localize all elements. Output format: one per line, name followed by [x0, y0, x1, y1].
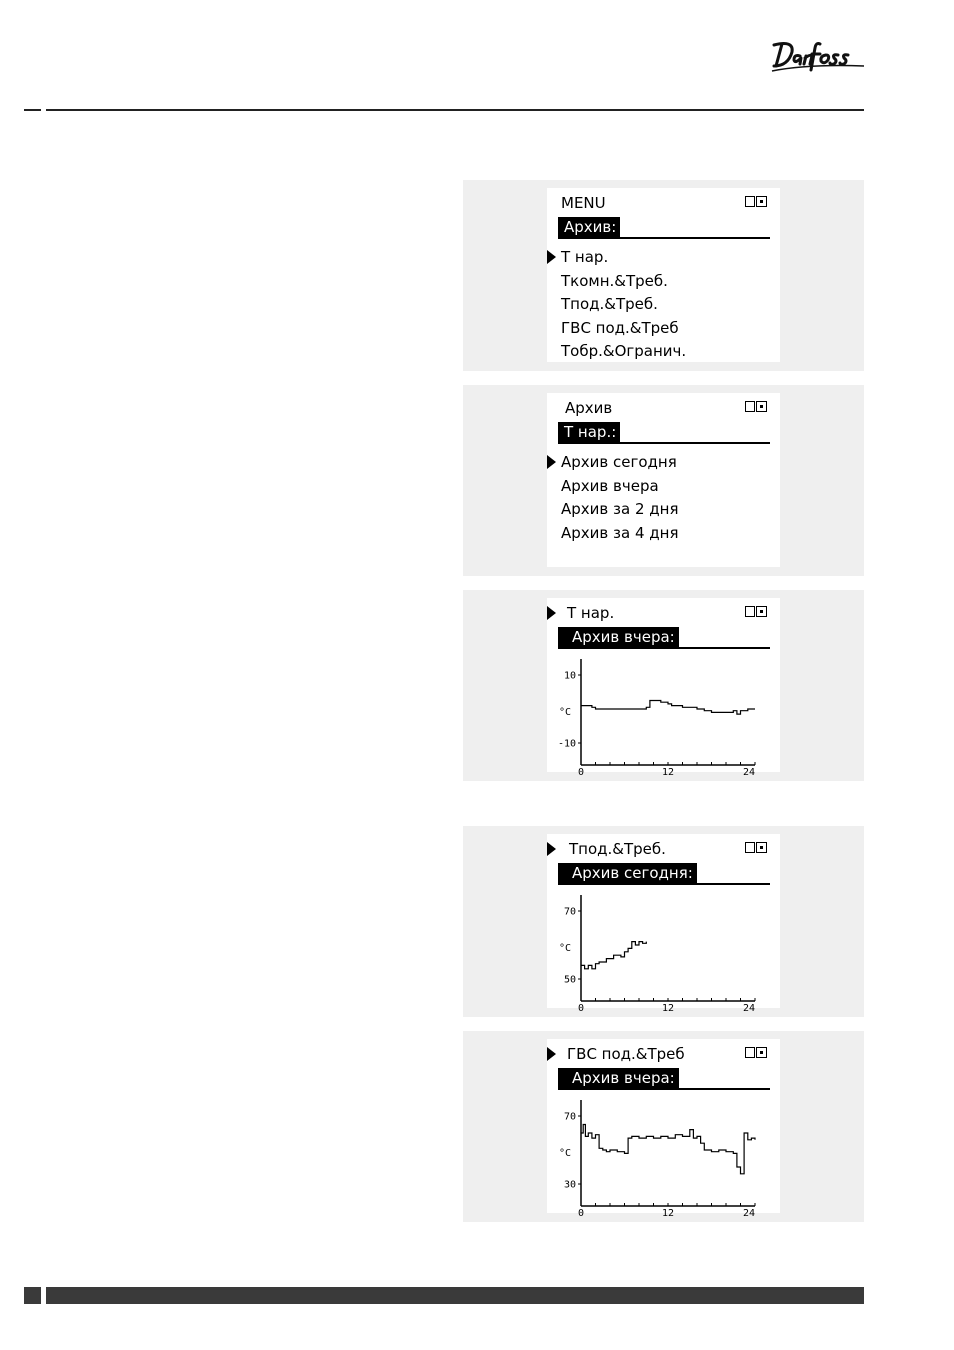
y-tick-label: 70 [563, 906, 576, 918]
lcd-screen [547, 393, 780, 567]
y-unit-label: °C [559, 1148, 572, 1159]
panel-chart-flow [463, 826, 864, 1017]
y-tick-label: 70 [563, 1111, 576, 1123]
screen-subtitle: Архив сегодня: [558, 863, 697, 884]
y-tick-label: 10 [563, 670, 576, 682]
chart-outdoor-temp [547, 653, 780, 778]
selection-arrow-icon [547, 455, 556, 469]
x-tick-label: 24 [742, 767, 755, 778]
selection-arrow-icon [547, 250, 556, 264]
title-rule [558, 647, 770, 649]
menu-item[interactable]: Архив за 4 дня [561, 523, 679, 542]
x-tick-label: 0 [577, 1208, 585, 1219]
y-tick-label: -10 [557, 738, 576, 750]
y-unit-label: °C [559, 707, 572, 718]
x-tick-label: 0 [577, 767, 585, 778]
menu-item[interactable]: Архив за 2 дня [561, 500, 679, 518]
menu-item[interactable]: Т нар. [561, 248, 609, 266]
menu-item[interactable]: Тпод.&Треб. [561, 295, 658, 313]
battery-icon [745, 1047, 767, 1058]
panel-menu-archive [463, 180, 864, 371]
screen-subtitle: Архив вчера: [558, 627, 679, 648]
screen-title: ГВС под.&Треб [567, 1045, 685, 1063]
title-rule [558, 1088, 770, 1090]
panel-archive-outdoor [463, 385, 864, 576]
x-tick-label: 24 [742, 1208, 755, 1219]
y-unit-label: °C [559, 943, 572, 954]
screen-title: MENU [561, 194, 606, 212]
x-tick-label: 12 [661, 1208, 675, 1219]
x-tick-label: 0 [577, 1003, 585, 1014]
panel-chart-outdoor [463, 590, 864, 781]
arrow-icon [547, 606, 556, 620]
menu-item[interactable]: ГВС под.&Треб [561, 318, 679, 337]
screen-subtitle: Архив вчера: [558, 1068, 679, 1089]
x-tick-label: 12 [661, 767, 675, 778]
screen-title: Архив [565, 399, 613, 417]
series-line [581, 942, 646, 969]
screen-title: Тпод.&Треб. [569, 840, 666, 858]
title-rule [558, 883, 770, 885]
screen-title: Т нар. [567, 604, 615, 622]
x-tick-label: 24 [742, 1003, 755, 1014]
lcd-screen [547, 1039, 780, 1219]
screen-subtitle: Т нар.: [558, 422, 620, 443]
series-line [581, 1125, 755, 1174]
panel-chart-dhw [463, 1031, 864, 1222]
menu-item[interactable]: Архив сегодня [561, 453, 677, 471]
y-tick-label: 30 [563, 1179, 576, 1191]
menu-item[interactable]: Ткомн.&Треб. [561, 271, 668, 290]
footer-bar [46, 1287, 864, 1304]
x-tick-label: 12 [661, 1003, 675, 1014]
y-tick-label: 50 [563, 974, 576, 986]
menu-item[interactable]: Тобр.&Огранич. [561, 342, 687, 360]
footer-page-marker [24, 1287, 41, 1304]
battery-icon [745, 842, 767, 853]
series-line [581, 701, 755, 715]
header-rule [46, 109, 864, 111]
lcd-screen [547, 598, 780, 778]
battery-icon [745, 606, 767, 617]
menu-item[interactable]: Архив вчера [561, 476, 659, 495]
chart-flow-temp [547, 889, 780, 1014]
lcd-screen [547, 834, 780, 1014]
danfoss-logo [768, 36, 868, 76]
lcd-screen [547, 188, 780, 362]
screen-subtitle: Архив: [558, 217, 620, 238]
arrow-icon [547, 1047, 556, 1061]
arrow-icon [547, 842, 556, 856]
chart-dhw-temp [547, 1094, 780, 1219]
header-rule-tick [24, 109, 41, 111]
